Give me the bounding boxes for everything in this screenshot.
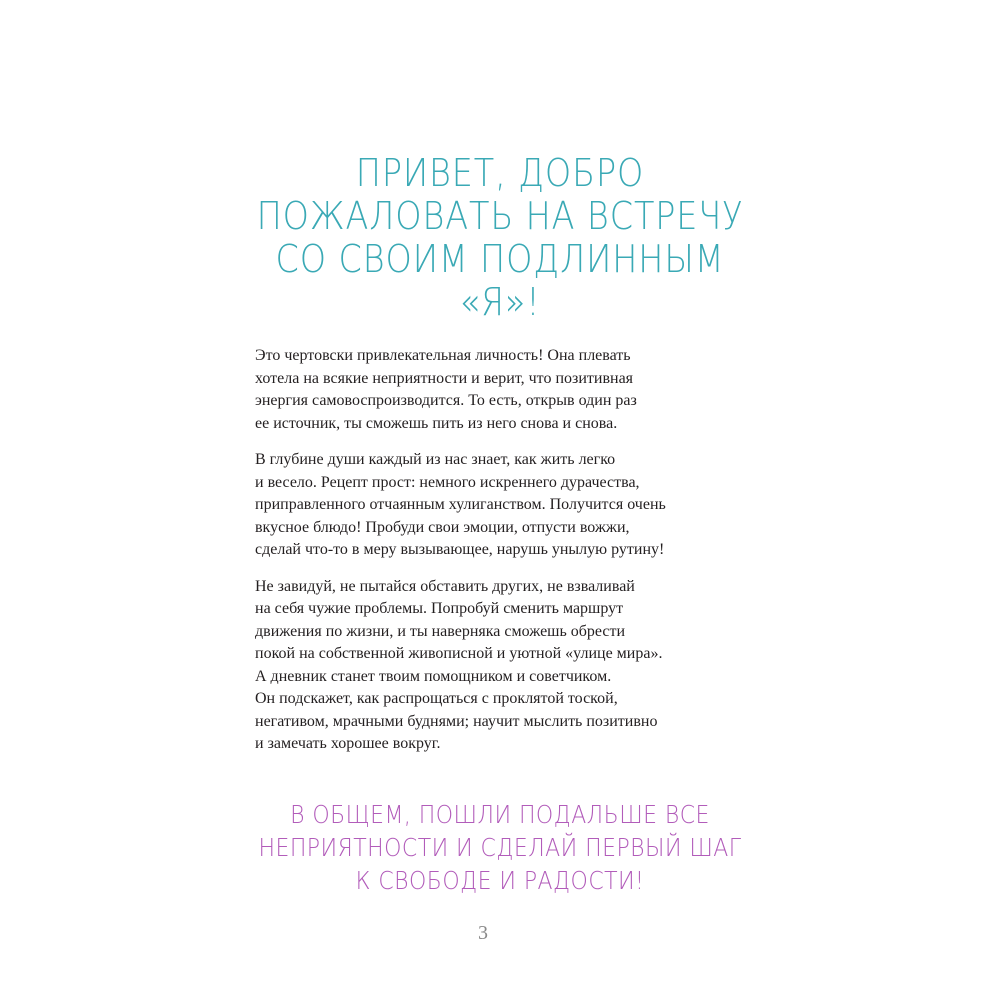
text-line: приправленного отчаянным хулиганством. Получится очень (255, 496, 666, 513)
text-line: ее источник, ты сможешь пить из него снова и снова. (255, 414, 618, 432)
title-line: ПРИВЕТ, ДОБРО (355, 151, 645, 195)
text-line: вкусное блюдо! Пробуди свои эмоции, отпусти вожжи, (255, 518, 630, 536)
text-line: покой на собственной живописной и уютной «улице мира». (255, 645, 663, 662)
text-line: Он подскажет, как распрощаться с проклятой тоской, (255, 690, 618, 707)
text-line: движения по жизни, и ты наверняка сможешь обрести (255, 622, 626, 640)
paragraph-2 (255, 449, 725, 562)
text-line: В глубине души каждый из нас знает, как жить легко (255, 451, 616, 468)
closing-line: НЕПРИЯТНОСТИ И СДЕЛАЙ ПЕРВЫЙ ШАГ (258, 833, 742, 862)
text-line: на себя чужие проблемы. Попробуй сменить маршрут (255, 600, 624, 617)
text-line: и замечать хорошее вокруг. (255, 735, 441, 752)
text-line: негативом, мрачными буднями; научит мыслить позитивно (255, 712, 658, 730)
body-text (255, 345, 725, 770)
title-line: «Я»! (459, 280, 541, 324)
text-line: Не завидуй, не пытайся обставить других, не взваливай (255, 577, 635, 595)
text-line: Это чертовски привлекательная личность! Она плевать (255, 347, 631, 364)
paragraph-3 (255, 576, 725, 756)
text-line: сделай что-то в меру вызывающее, нарушь унылую рутину! (255, 541, 665, 558)
text-line: А дневник станет твоим помощником и советчиком. (255, 667, 612, 685)
page-number: 3 (478, 922, 488, 944)
text-line: и весело. Рецепт прост: немного искреннего дурачества, (255, 473, 640, 491)
title-line: ПОЖАЛОВАТЬ НА ВСТРЕЧУ (256, 194, 744, 238)
text-line: энергия самовоспроизводится. То есть, открыв один раз (255, 392, 637, 409)
closing-line: К СВОБОДЕ И РАДОСТИ! (355, 866, 645, 895)
page-title (254, 152, 747, 324)
closing-line: В ОБЩЕМ, ПОШЛИ ПОДАЛЬШЕ ВСЕ (290, 800, 710, 829)
closing-callout (236, 798, 764, 897)
text-line: хотела на всякие неприятности и верит, что позитивная (255, 369, 634, 387)
paragraph-1 (255, 345, 725, 435)
title-line: СО СВОИМ ПОДЛИННЫМ (275, 237, 725, 281)
